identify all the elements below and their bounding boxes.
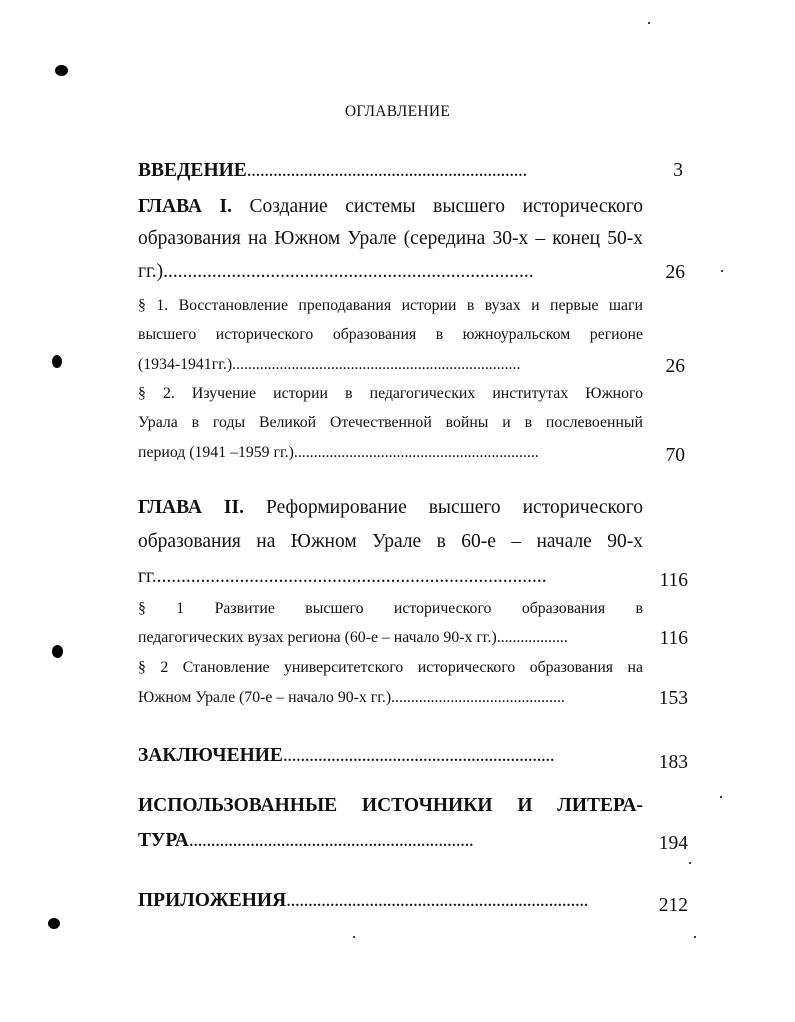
scan-speck (720, 796, 722, 798)
dot-leader: ..................................................................... (286, 890, 589, 911)
scan-speck (52, 645, 63, 658)
dot-leader: ................................................................. (188, 830, 474, 851)
section-2-2-line1: § 2 Становление университетского исторического образования на (138, 659, 643, 676)
page-number-chapter-1: 26 (665, 262, 685, 283)
toc-entry-sources-line1: ИСПОЛЬЗОВАННЫЕ ИСТОЧНИКИ И ЛИТЕРА- (138, 795, 643, 816)
toc-entry-introduction (138, 160, 638, 182)
entry-label: ПРИЛОЖЕНИЯ (138, 890, 287, 911)
entry-label: ТУРА (138, 830, 189, 851)
chapter-label: ГЛАВА II. (138, 497, 244, 518)
chapter-title: Создание системы высшего исторического (249, 196, 643, 217)
section-1-2-line1: § 2. Изучение истории в педагогических институтах Южного (138, 385, 643, 402)
dot-leader: .............................................................. (282, 745, 555, 766)
scan-speck (648, 22, 650, 24)
scan-speck (353, 936, 355, 938)
section-1-1-line1: § 1. Восстановление преподавания истории в вузах и первые шаги (138, 297, 643, 314)
scan-speck (48, 918, 60, 929)
page-title: ОГЛАВЛЕНИЕ (344, 103, 451, 120)
section-1-1-line2: высшего исторического образования в южноуральском регионе (138, 326, 643, 343)
toc-entry-sources-line2 (138, 830, 643, 852)
chapter-1-heading-line2: образования на Южном Урале (середина 30-х – конец 50-х (138, 228, 643, 249)
chapter-2-heading-line2: образования на Южном Урале в 60-е – начале 90-х (138, 531, 643, 552)
page-number-section-1-2: 70 (665, 445, 685, 466)
toc-entry-conclusion (138, 745, 643, 767)
page-number-section-2-2: 153 (658, 688, 688, 709)
section-1-2-line2: Урала в годы Великой Отечественной войны и в послевоенный (138, 414, 643, 431)
page-number-appendix: 212 (658, 895, 688, 916)
section-1-1-line3: (1934-1941гг.)......................................................................... (138, 356, 521, 373)
chapter-1-heading-line1 (138, 196, 643, 218)
scan-speck (721, 270, 723, 272)
page-number-chapter-2: 116 (659, 570, 688, 591)
page-number-conclusion: 183 (658, 752, 688, 773)
section-2-1-line1: § 1 Развитие высшего исторического образования в (138, 600, 643, 617)
page-number-sources: 194 (658, 833, 688, 854)
toc-entry-appendix (138, 890, 633, 912)
page-number-section-1-1: 26 (665, 356, 685, 377)
entry-label: ЗАКЛЮЧЕНИЕ (138, 745, 283, 766)
chapter-2-heading-line3: гг................................................................................. (138, 566, 547, 587)
entry-label: ВВЕДЕНИЕ (138, 160, 247, 181)
chapter-title: Реформирование высшего исторического (266, 497, 644, 518)
scan-speck (55, 65, 68, 76)
scan-speck (694, 936, 696, 938)
page-number-introduction: 3 (673, 160, 683, 181)
chapter-label: ГЛАВА I. (138, 196, 232, 217)
page-number-section-2-1: 116 (659, 628, 688, 649)
section-1-2-line3: период (1941 –1959 гг.).............................................................. (138, 444, 539, 461)
chapter-1-heading-line3: гг.)............................................................................ (138, 261, 534, 282)
scan-speck (52, 355, 62, 368)
section-2-2-line2: Южном Урале (70-е – начало 90-х гг.)............................................ (138, 689, 565, 706)
dot-leader: ................................................................ (246, 160, 527, 181)
chapter-2-heading-line1 (138, 497, 643, 519)
section-2-1-line2: педагогических вузах региона (60-е – начало 90-х гг.).................. (138, 629, 568, 646)
scan-speck (689, 862, 691, 864)
